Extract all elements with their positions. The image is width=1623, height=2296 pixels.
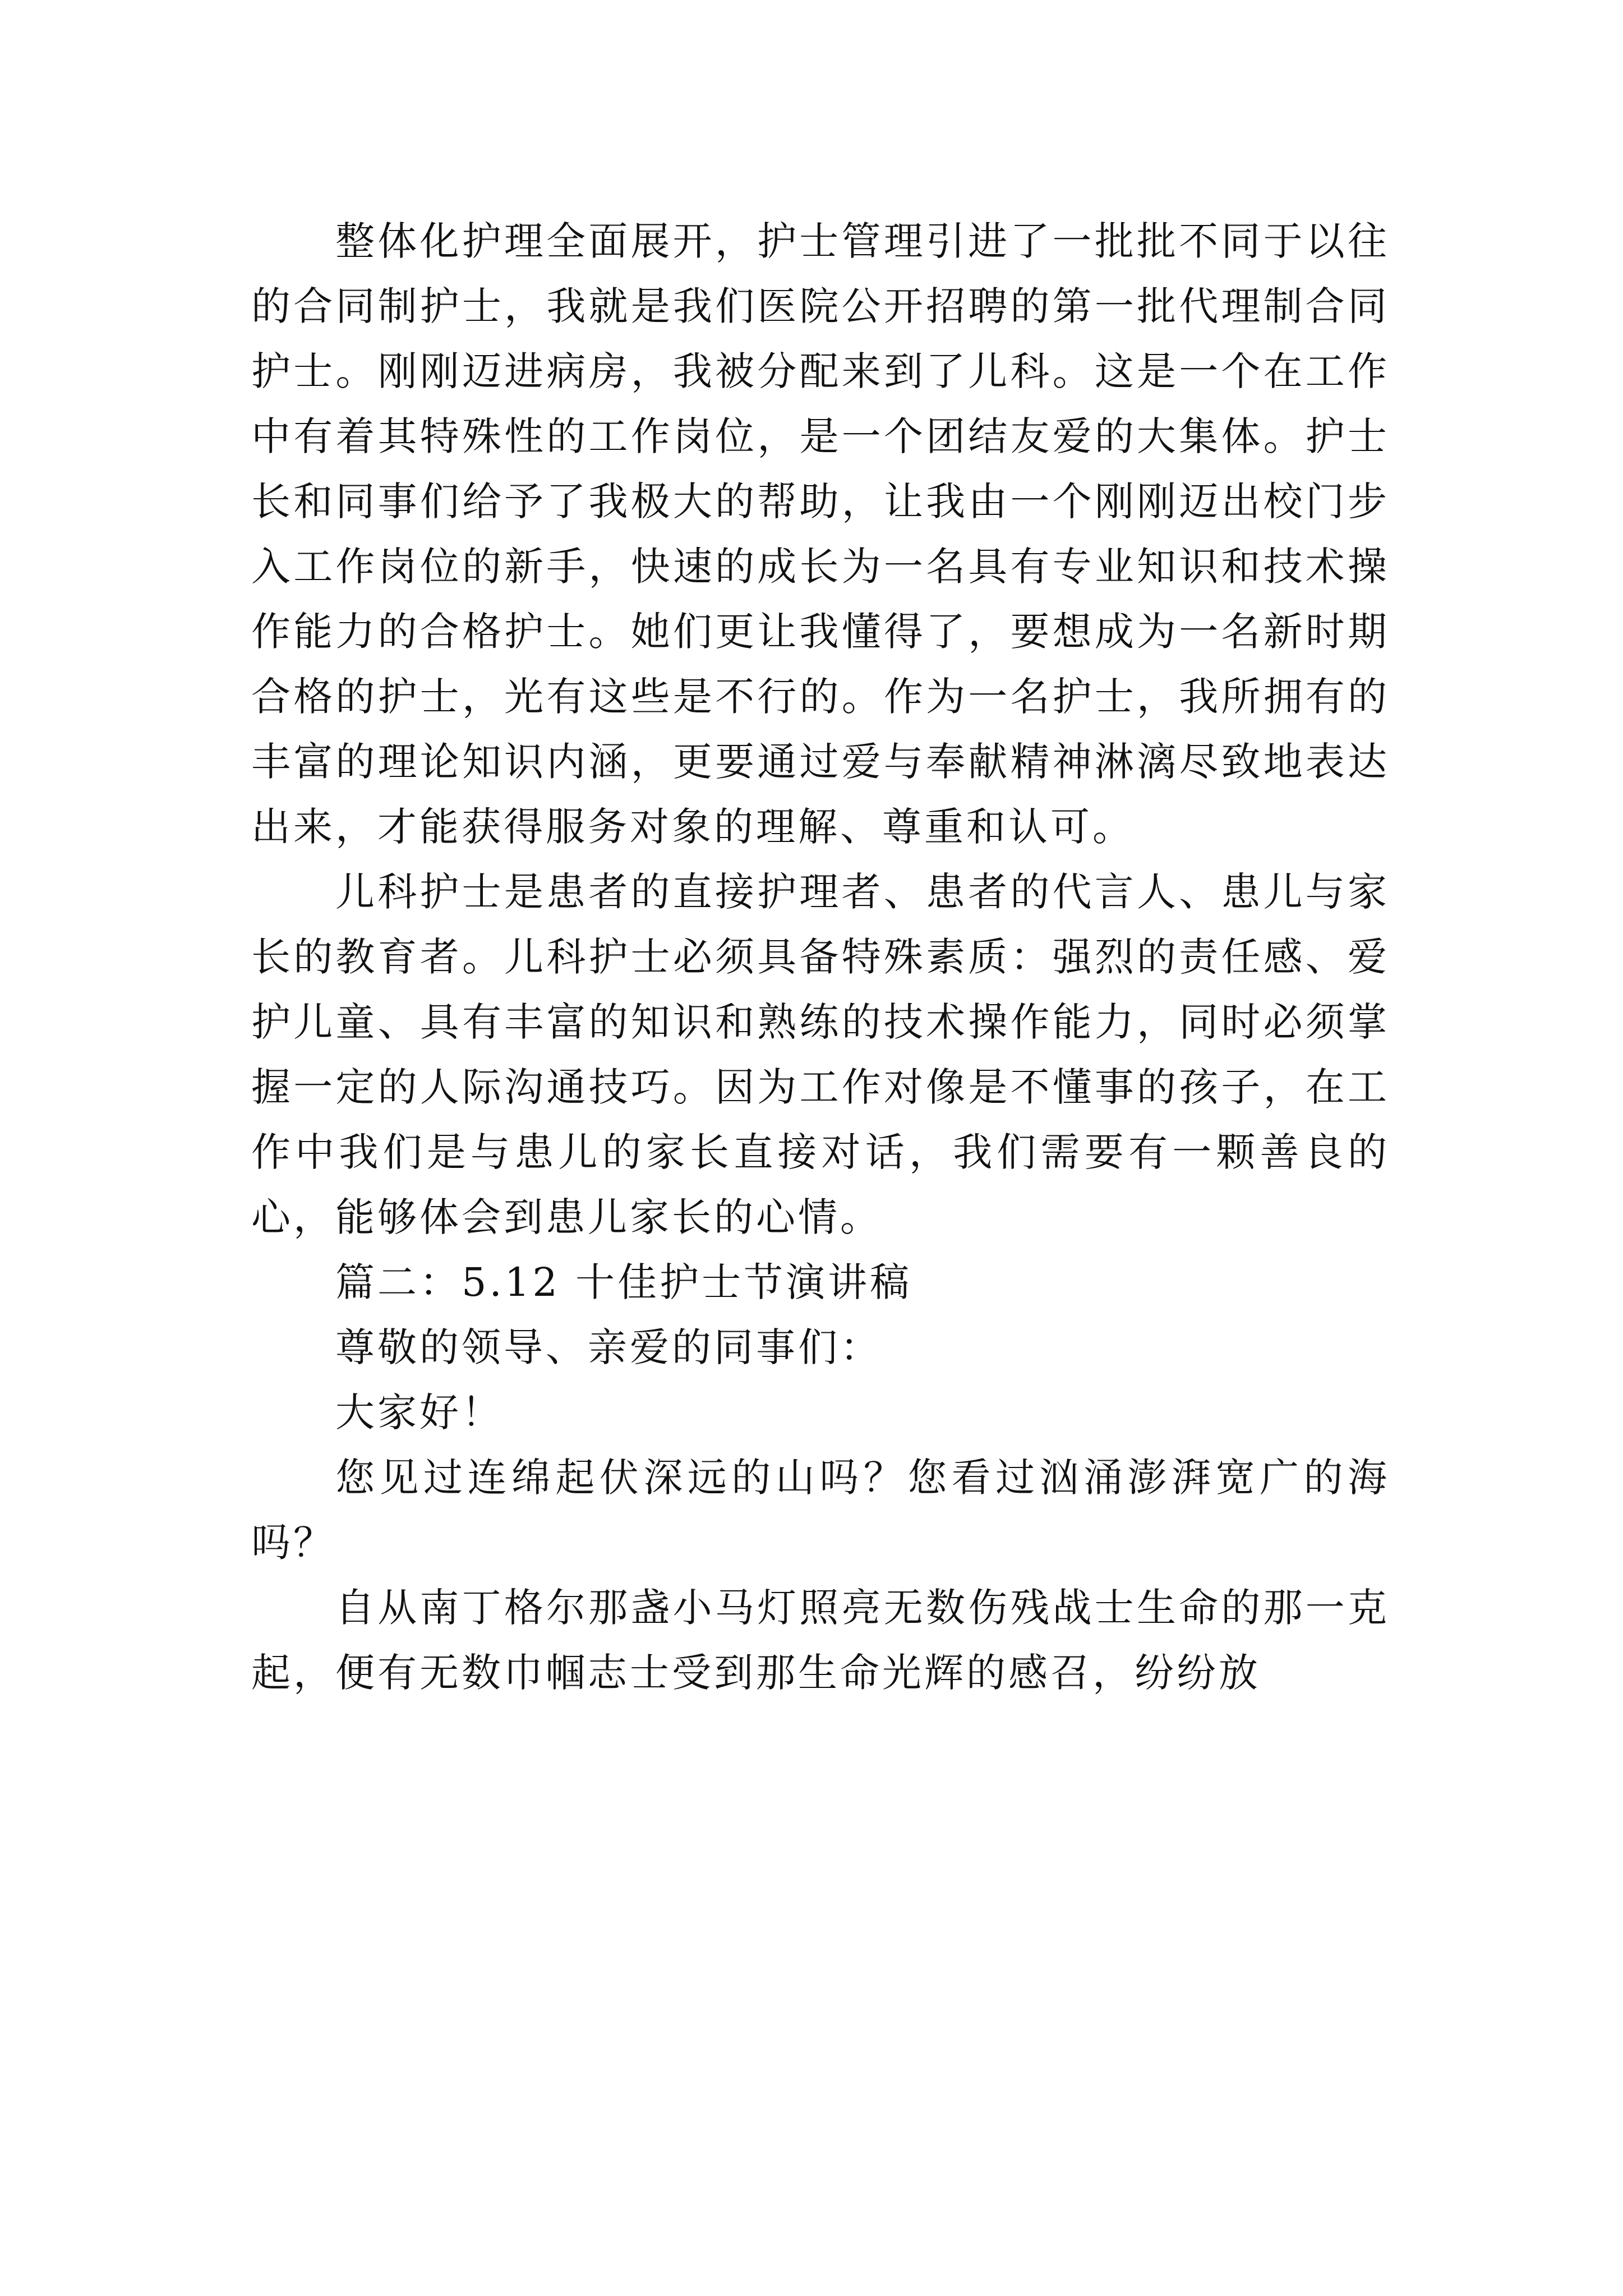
greeting: 大家好！: [335, 1389, 504, 1435]
document-body: [251, 209, 1390, 1705]
paragraph-mountain-sea: 您见过连绵起伏深远的山吗？您看过汹涌澎湃宽广的海吗？: [251, 1455, 1390, 1566]
paragraph-pediatric-nurse: 儿科护士是患者的直接护理者、患者的代言人、患儿与家长的教育者。儿科护士必须具备特殊素质：强烈的责任感、爱护儿童、具有丰富的知识和熟练的技术操作能力，同时必须掌握一定的人际沟通技巧。因为工作对像是不懂事的孩子，在工作中我们是与患儿的家长直接对话，我们需要有一颗善良的心，能够体会到患儿家长的心情。: [251, 869, 1390, 1240]
paragraph-nursing-contract: 整体化护理全面展开，护士管理引进了一批批不同于以往的合同制护士，我就是我们医院公开招聘的第一批代理制合同护士。刚刚迈进病房，我被分配来到了儿科。这是一个在工作中有着其特殊性的工作岗位，是一个团结友爱的大集体。护士长和同事们给予了我极大的帮助，让我由一个刚刚迈出校门步入工作岗位的新手，快速的成长为一名具有专业知识和技术操作能力的合格护士。她们更让我懂得了，要想成为一名新时期合格的护士，光有这些是不行的。作为一名护士，我所拥有的丰富的理论知识内涵，更要通过爱与奉献精神淋漓尽致地表达出来，才能获得服务对象的理解、尊重和认可。: [251, 218, 1390, 850]
salutation: 尊敬的领导、亲爱的同事们：: [335, 1324, 882, 1370]
paragraph-nightingale: 自从南丁格尔那盏小马灯照亮无数伤残战士生命的那一克起，便有无数巾帼志士受到那生命光辉的感召，纷纷放: [251, 1585, 1390, 1696]
section-heading: 篇二：5.12 十佳护士节演讲稿: [335, 1259, 912, 1305]
